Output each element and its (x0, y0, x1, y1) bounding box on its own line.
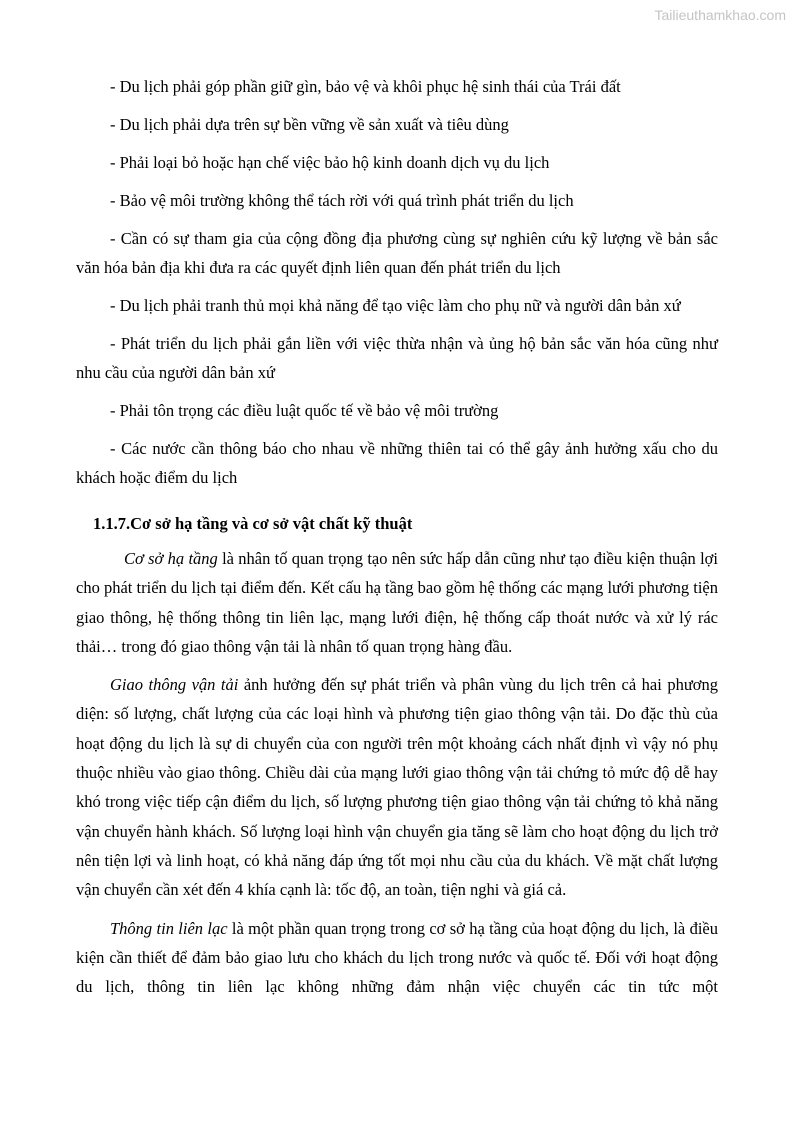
bullet-item: - Bảo vệ môi trường không thể tách rời với quá trình phát triển du lịch (110, 191, 574, 210)
paragraph-infrastructure (76, 544, 718, 661)
paragraph-text: ảnh hưởng đến sự phát triển và phân vùng du lịch trên cả hai phương diện: số lượng, chất lượng của các loại hình và phương tiện giao thông vận tải. Do đặc thù của hoạt động du lịch là sự di chuyển của con người trên một khoảng cách nhất định vì vậy nó phụ thuộc nhiều vào giao thông. Chiều dài của mạng lưới giao thông vận tải chứng tỏ mức độ dễ hay khó trong việc tiếp cận điểm du lịch, số lượng phương tiện giao thông vận tải chứng tỏ khả năng vận chuyển hành khách. Số lượng loại hình vận chuyển gia tăng sẽ làm cho hoạt động du lịch trở nên tiện lợi và linh hoạt, có khả năng đáp ứng tốt mọi nhu cầu của du khách. Về mặt chất lượng vận chuyển cần xét đến 4 khía cạnh là: tốc độ, an toàn, tiện nghi và giá cả. (76, 675, 718, 900)
bullet-item: - Các nước cần thông báo cho nhau về những thiên tai có thể gây ảnh hưởng xấu cho du khách hoặc điểm du lịch (76, 439, 718, 487)
section-heading: 1.1.7.Cơ sở hạ tầng và cơ sở vật chất kỹ thuật (93, 514, 413, 533)
document-body (76, 72, 718, 1010)
bullet-item: - Phát triển du lịch phải gắn liền với việc thừa nhận và ủng hộ bản sắc văn hóa cũng như nhu cầu của người dân bản xứ (76, 334, 718, 382)
bullet-item: - Du lịch phải tranh thủ mọi khả năng để tạo việc làm cho phụ nữ và người dân bản xứ (110, 296, 681, 315)
bullet-item: - Phải tôn trọng các điều luật quốc tế về bảo vệ môi trường (110, 401, 499, 420)
bullet-item: - Du lịch phải góp phần giữ gìn, bảo vệ và khôi phục hệ sinh thái của Trái đất (110, 77, 621, 96)
paragraph-term: Thông tin liên lạc (110, 918, 228, 938)
bullet-item: - Cần có sự tham gia của cộng đồng địa phương cùng sự nghiên cứu kỹ lượng về bản sắc văn hóa bản địa khi đưa ra các quyết định liên quan đến phát triển du lịch (76, 229, 718, 277)
paragraph-text: là nhân tố quan trọng tạo nên sức hấp dẫn cũng như tạo điều kiện thuận lợi cho phát triển du lịch tại điểm đến. Kết cấu hạ tầng bao gồm hệ thống các mạng lưới phương tiện giao thông, hệ thống thông tin liên lạc, mạng lưới điện, hệ thống cấp thoát nước và xử lý rác thải… trong đó giao thông vận tải là nhân tố quan trọng hàng đầu. (76, 549, 718, 656)
bullet-item: - Phải loại bỏ hoặc hạn chế việc bảo hộ kinh doanh dịch vụ du lịch (110, 153, 550, 172)
paragraph-transport (76, 670, 718, 904)
paragraph-term: Giao thông vận tải (110, 675, 239, 695)
paragraph-text: là một phần quan trọng trong cơ sở hạ tầng của hoạt động du lịch, là điều kiện cần thiết để đảm bảo giao lưu cho khách du lịch trong nước và quốc tế. Đối với hoạt động du lịch, thông tin liên lạc không những đảm nhận việc chuyển các tin tức một (76, 918, 719, 997)
paragraph-communication (76, 914, 718, 1002)
paragraph-term: Cơ sở hạ tầng (124, 549, 218, 568)
watermark: Tailieuthamkhao.com (654, 7, 786, 23)
bullet-item: - Du lịch phải dựa trên sự bền vững về sản xuất và tiêu dùng (110, 115, 509, 134)
